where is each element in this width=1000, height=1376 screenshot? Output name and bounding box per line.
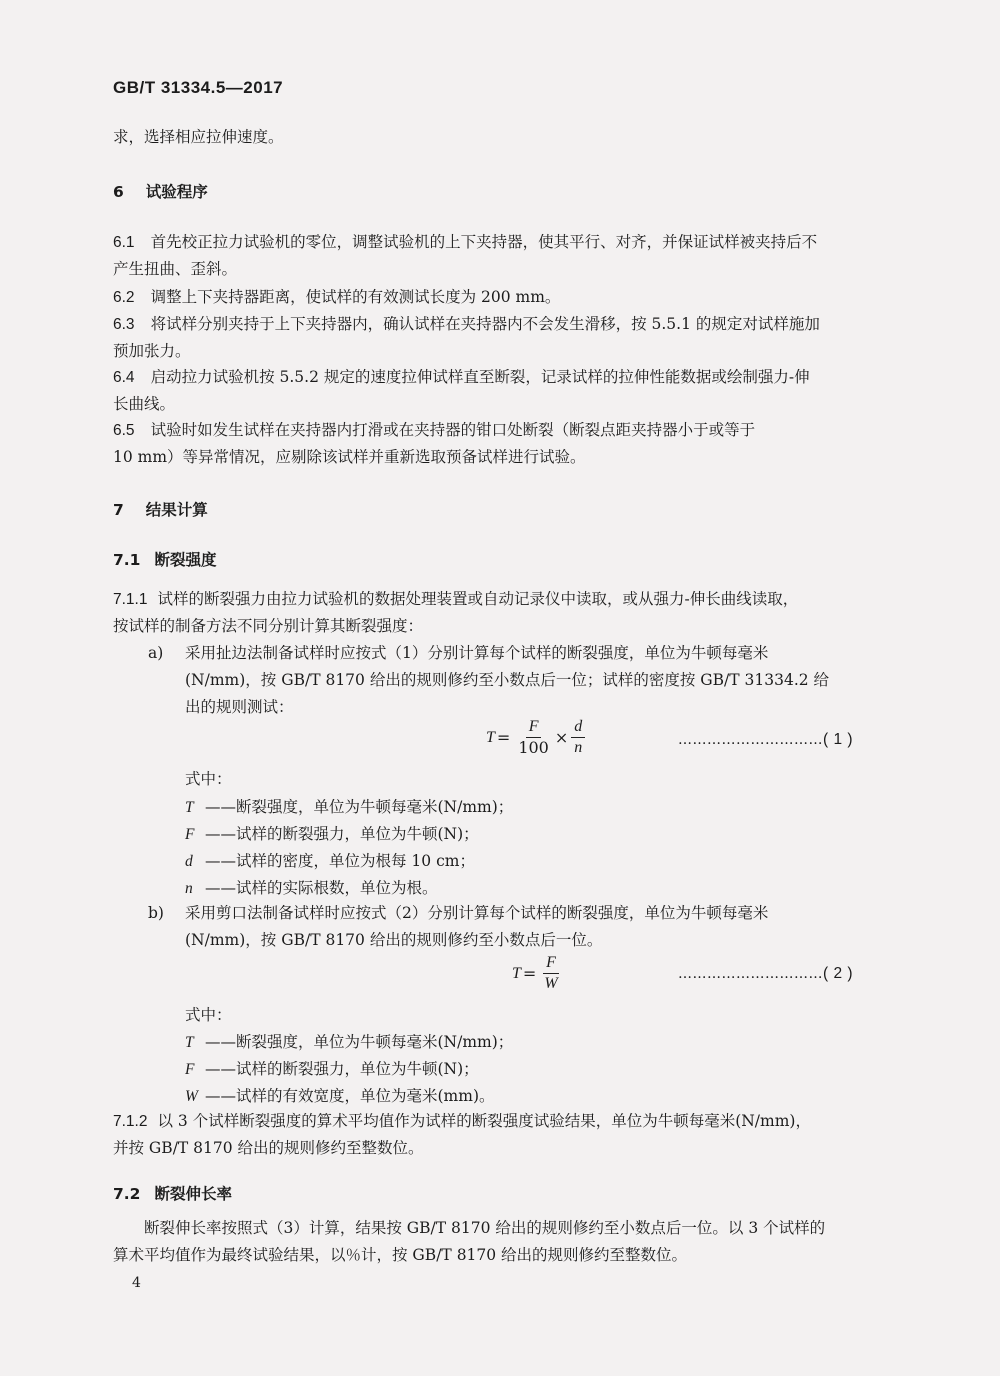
clause-7-1-2	[113, 1108, 811, 1162]
variable-list-a	[185, 794, 513, 902]
variable-row	[185, 1083, 513, 1110]
clause-text: 预加张力。	[113, 342, 191, 360]
section-title: 试验程序	[145, 183, 208, 201]
variable-description: ——试样的断裂强力，单位为牛顿(N)；	[205, 825, 479, 843]
variable-symbol: T	[185, 1034, 194, 1051]
standard-code: GB/T 31334.5—2017	[113, 78, 284, 97]
item-text: (N/mm)，按 GB/T 8170 给出的规则修约至小数点后一位；试样的密度按 GB/T 31334.2 给	[185, 671, 830, 689]
denominator: 100	[518, 738, 549, 757]
clause-text: 并按 GB/T 8170 给出的规则修约至整数位。	[113, 1139, 424, 1157]
formula-1	[486, 717, 588, 758]
clause-6-1	[113, 229, 817, 283]
item-text: (N/mm)，按 GB/T 8170 给出的规则修约至小数点后一位。	[185, 931, 603, 949]
variable-description: ——断裂强度，单位为牛顿每毫米(N/mm)；	[205, 798, 514, 816]
formula-symbol: T	[486, 728, 495, 746]
numerator: F	[543, 953, 559, 974]
formula-1-leader	[678, 731, 853, 749]
clause-7-1-1	[113, 586, 798, 640]
clause-number: 6.2	[113, 289, 135, 306]
clause-7-2-text	[113, 1215, 825, 1269]
clause-number: 6.1	[113, 234, 135, 251]
numerator: F	[526, 717, 542, 738]
where-label-b: 式中：	[185, 1006, 232, 1024]
clause-text: 断裂伸长率按照式（3）计算，结果按 GB/T 8170 给出的规则修约至小数点后一位。以 3 个试样的	[144, 1219, 826, 1237]
clause-number: 6.3	[113, 316, 135, 333]
variable-description: ——试样的断裂强力，单位为牛顿(N)；	[205, 1060, 479, 1078]
variable-row	[185, 821, 513, 848]
list-marker-a: a)	[148, 644, 164, 662]
clause-text: 产生扭曲、歪斜。	[113, 260, 238, 278]
section-7-1-heading	[113, 548, 216, 570]
clause-6-2	[113, 284, 560, 311]
clause-text: 10 mm）等异常情况，应剔除该试样并重新选取预备试样进行试验。	[113, 448, 586, 466]
section-7-2-heading	[113, 1182, 232, 1204]
clause-number: 7.1.2	[113, 1113, 148, 1130]
numerator: d	[571, 717, 585, 738]
section-7-heading	[113, 498, 208, 520]
section-title: 结果计算	[145, 501, 208, 519]
formula-number: ( 2 )	[823, 965, 854, 982]
formula-operator: =	[496, 728, 511, 747]
variable-description: ——试样的实际根数，单位为根。	[205, 879, 438, 897]
variable-row	[185, 1056, 513, 1083]
variable-description: ——试样的有效宽度，单位为毫米(mm)。	[205, 1087, 495, 1105]
section-number: 7.1	[113, 551, 141, 569]
formula-operator: =	[522, 964, 537, 983]
clause-text: 以 3 个试样断裂强度的算术平均值作为试样的断裂强度试验结果，单位为牛顿每毫米(N/mm)，	[157, 1112, 811, 1130]
section-number: 7	[113, 501, 124, 519]
leader-dots: …………………………	[678, 732, 823, 748]
clause-text: 算术平均值作为最终试验结果，以％计，按 GB/T 8170 给出的规则修约至整数位。	[113, 1246, 688, 1264]
variable-symbol: T	[185, 799, 194, 816]
item-text: 出的规则测试：	[185, 698, 294, 716]
formula-2-leader	[678, 965, 853, 983]
section-title: 断裂伸长率	[154, 1185, 232, 1203]
item-a-text	[185, 640, 829, 721]
clause-text: 将试样分别夹持于上下夹持器内，确认试样在夹持器内不会发生滑移，按 5.5.1 的规定对试样施加	[150, 315, 820, 333]
variable-symbol: W	[185, 1088, 198, 1105]
clause-text: 调整上下夹持器距离，使试样的有效测试长度为 200 mm。	[150, 288, 561, 306]
clause-6-4	[113, 364, 810, 418]
variable-symbol: F	[185, 1061, 195, 1078]
variable-symbol: n	[185, 880, 193, 897]
clause-text: 试样的断裂强力由拉力试验机的数据处理装置或自动记录仪中读取，或从强力-伸长曲线读取，	[157, 590, 799, 608]
formula-operator: ×	[554, 728, 569, 747]
section-number: 6	[113, 183, 124, 201]
clause-text: 按试样的制备方法不同分别计算其断裂强度：	[113, 617, 424, 635]
clause-text: 启动拉力试验机按 5.5.2 规定的速度拉伸试样直至断裂，记录试样的拉伸性能数据或绘制强力-伸	[150, 368, 810, 386]
variable-row	[185, 875, 513, 902]
leader-dots: …………………………	[678, 966, 823, 982]
variable-description: ——试样的密度，单位为根每 10 cm；	[205, 852, 475, 870]
section-title: 断裂强度	[154, 551, 217, 569]
continuation-text: 求，选择相应拉伸速度。	[113, 128, 284, 146]
clause-text: 首先校正拉力试验机的零位，调整试验机的上下夹持器，使其平行、对齐，并保证试样被夹持后不	[150, 233, 818, 251]
clause-text: 长曲线。	[113, 395, 176, 413]
clause-number: 6.5	[113, 422, 135, 439]
variable-list-b	[185, 1029, 513, 1110]
item-text: 采用剪口法制备试样时应按式（2）分别计算每个试样的断裂强度，单位为牛顿每毫米	[185, 904, 769, 922]
formula-number: ( 1 )	[823, 731, 854, 748]
formula-symbol: T	[512, 964, 521, 982]
variable-row	[185, 848, 513, 875]
fraction	[571, 717, 585, 758]
variable-symbol: F	[185, 826, 195, 843]
variable-symbol: d	[185, 853, 193, 870]
clause-number: 6.4	[113, 369, 135, 386]
denominator: W	[544, 975, 558, 992]
denominator: n	[574, 739, 583, 756]
variable-row	[185, 794, 513, 821]
section-6-heading	[113, 180, 208, 202]
item-text: 采用扯边法制备试样时应按式（1）分别计算每个试样的断裂强度，单位为牛顿每毫米	[185, 644, 769, 662]
variable-row	[185, 1029, 513, 1056]
fraction	[515, 717, 552, 758]
variable-description: ——断裂强度，单位为牛顿每毫米(N/mm)；	[205, 1033, 514, 1051]
where-label-a: 式中：	[185, 770, 232, 788]
fraction	[541, 953, 560, 994]
formula-2	[512, 953, 564, 994]
section-number: 7.2	[113, 1185, 141, 1203]
page-number: 4	[132, 1275, 141, 1291]
clause-6-5	[113, 417, 755, 471]
clause-6-3	[113, 311, 820, 365]
clause-text: 试验时如发生试样在夹持器内打滑或在夹持器的钳口处断裂（断裂点距夹持器小于或等于	[150, 421, 756, 439]
item-b-text	[185, 900, 768, 954]
list-marker-b: b)	[148, 904, 164, 922]
clause-number: 7.1.1	[113, 591, 148, 608]
